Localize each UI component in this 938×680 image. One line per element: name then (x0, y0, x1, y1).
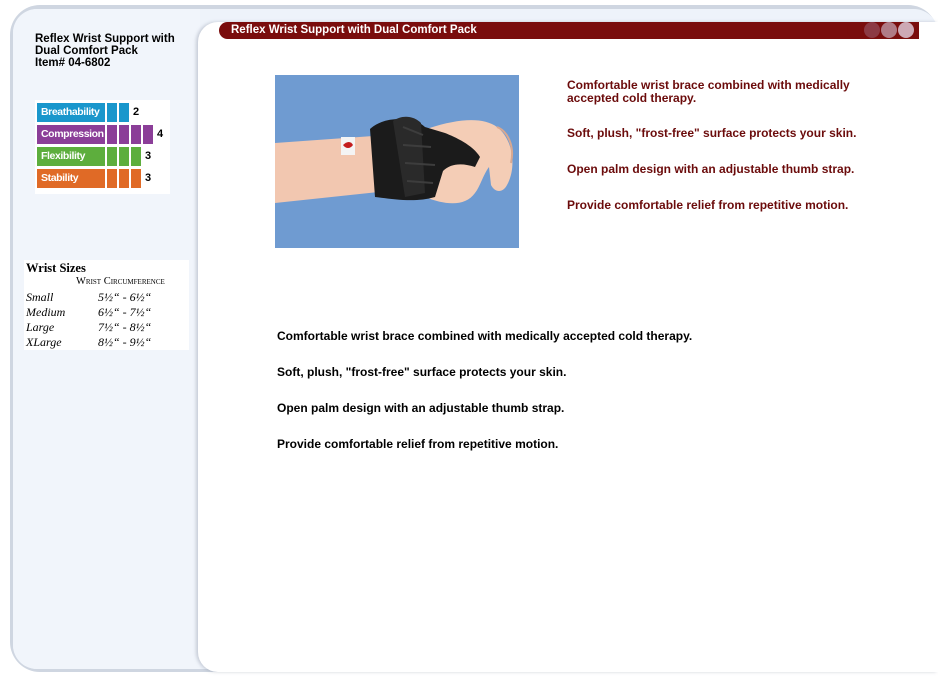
product-title-line1: Reflex Wrist Support with (35, 33, 175, 45)
size-range: 5½“ - 6½“ (98, 290, 152, 304)
rating-value: 3 (145, 172, 152, 184)
size-name: Medium (26, 305, 66, 319)
rating-label: Flexibility (37, 147, 105, 166)
product-title-line2: Dual Comfort Pack (35, 45, 138, 57)
nav-dot-3[interactable] (881, 22, 897, 38)
size-name: Small (26, 290, 54, 304)
rating-segment-filled (119, 125, 129, 144)
feature-text: Soft, plush, "frost-free" surface protects your skin. (277, 365, 567, 379)
list-item: Soft, plush, "frost-free" surface protects your skin. (567, 126, 857, 140)
feature-text: Provide comfortable relief from repetitive motion. (277, 437, 559, 451)
list-item: Provide comfortable relief from repetitive motion. (567, 198, 849, 212)
size-range: 6½“ - 7½“ (98, 305, 152, 319)
rating-segment-filled (107, 147, 117, 166)
nav-dot-4[interactable] (898, 22, 914, 38)
feature-text: Open palm design with an adjustable thumb strap. (277, 401, 565, 415)
rating-segment-filled (119, 169, 129, 188)
rating-segment-filled (107, 125, 117, 144)
feature-text: Comfortable wrist brace combined with medically accepted cold therapy. (277, 329, 693, 343)
rating-segment-filled (131, 147, 141, 166)
rating-segment-filled (107, 169, 117, 188)
rating-value: 4 (157, 128, 164, 140)
nav-dot-1[interactable] (847, 22, 863, 38)
rating-segment-filled (131, 169, 141, 188)
rating-label: Breathability (37, 103, 105, 122)
item-number: Item# 04-6802 (35, 57, 111, 69)
rating-segment-filled (119, 147, 129, 166)
wrist-sizes-column-header: Wrist Circumference (76, 276, 165, 287)
rating-label: Stability (37, 169, 105, 188)
rating-segment-filled (107, 103, 117, 122)
size-range: 7½“ - 8½“ (98, 320, 152, 334)
ratings-chart (35, 100, 170, 194)
wrist-sizes-title: Wrist Sizes (26, 261, 86, 275)
page-title: Reflex Wrist Support with Dual Comfort Pack (231, 24, 477, 36)
rating-segment-filled (131, 125, 141, 144)
rating-value: 3 (145, 150, 152, 162)
size-name: Large (26, 320, 55, 334)
list-item: Open palm design with an adjustable thumb strap. (567, 162, 855, 176)
size-name: XLarge (26, 335, 62, 349)
nav-dot-2[interactable] (864, 22, 880, 38)
size-range: 8½“ - 9½“ (98, 335, 152, 349)
rating-value: 2 (133, 106, 140, 118)
rating-segment-filled (143, 125, 153, 144)
product-photo (275, 75, 519, 248)
product-title (35, 33, 195, 69)
wrist-sizes-table (24, 260, 189, 350)
list-item: Comfortable wrist brace combined with medically accepted cold therapy. (567, 78, 850, 105)
rating-label: Compression (37, 125, 105, 144)
rating-segment-filled (119, 103, 129, 122)
